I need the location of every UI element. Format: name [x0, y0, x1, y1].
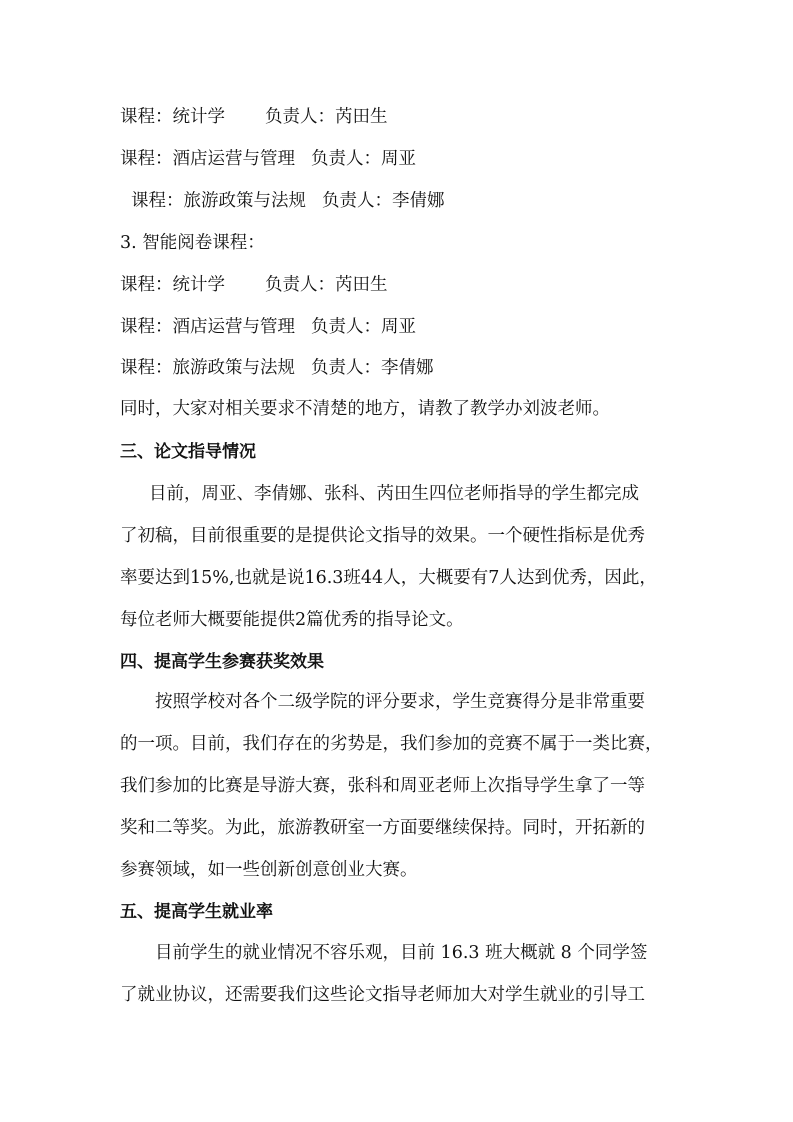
course-owner: 负责人：芮田生	[265, 107, 388, 127]
course-name: 课程：统计学	[120, 107, 225, 127]
paragraph-line: 奖和二等奖。为此，旅游教研室一方面要继续保持。同时，开拓新的	[120, 818, 645, 838]
course-owner: 负责人：李倩娜	[322, 191, 445, 211]
course-name: 课程：酒店运营与管理	[120, 317, 295, 337]
course-name: 课程：旅游政策与法规	[131, 191, 306, 211]
paragraph-line: 率要达到15%,也就是说16.3班44人，大概要有7人达到优秀，因此，	[120, 568, 657, 588]
course-row	[120, 105, 388, 129]
paragraph-line: 按照学校对各个二级学院的评分要求，学生竞赛得分是非常重要	[155, 692, 645, 712]
paragraph-line: 每位老师大概要能提供2篇优秀的指导论文。	[120, 610, 464, 630]
section-heading: 四、提高学生参赛获奖效果	[120, 652, 324, 672]
paragraph-line: 的一项。目前，我们存在的劣势是，我们参加的竞赛不属于一类比赛，	[120, 734, 663, 754]
course-name: 课程：酒店运营与管理	[120, 149, 295, 169]
paragraph-line: 了初稿，目前很重要的是提供论文指导的效果。一个硬性指标是优秀	[120, 526, 645, 546]
course-name: 课程：旅游政策与法规	[120, 358, 295, 378]
course-owner: 负责人：芮田生	[265, 275, 388, 295]
paragraph-line: 了就业协议，还需要我们这些论文指导老师加大对学生就业的引导工	[120, 985, 645, 1005]
course-row	[120, 273, 388, 297]
list-item-heading: 3. 智能阅卷课程：	[120, 233, 265, 253]
course-owner: 负责人：李倩娜	[311, 358, 434, 378]
course-name: 课程：统计学	[120, 275, 225, 295]
course-owner: 负责人：周亚	[311, 317, 416, 337]
paragraph-line: 参赛领域，如一些创新创意创业大赛。	[120, 860, 418, 880]
course-row	[120, 147, 416, 171]
course-owner: 负责人：周亚	[311, 149, 416, 169]
paragraph-line: 目前学生的就业情况不容乐观，目前 16.3 班大概就 8 个同学签	[155, 943, 648, 963]
course-row	[120, 356, 434, 380]
paragraph-line: 同时，大家对相关要求不清楚的地方，请教了教学办刘波老师。	[120, 399, 610, 419]
course-row	[120, 315, 416, 339]
section-heading: 五、提高学生就业率	[120, 902, 273, 922]
course-row	[131, 189, 445, 213]
paragraph-line: 我们参加的比赛是导游大赛，张科和周亚老师上次指导学生拿了一等	[120, 776, 645, 796]
section-heading: 三、论文指导情况	[120, 442, 256, 462]
paragraph-line: 目前，周亚、李倩娜、张科、芮田生四位老师指导的学生都完成	[149, 484, 639, 504]
